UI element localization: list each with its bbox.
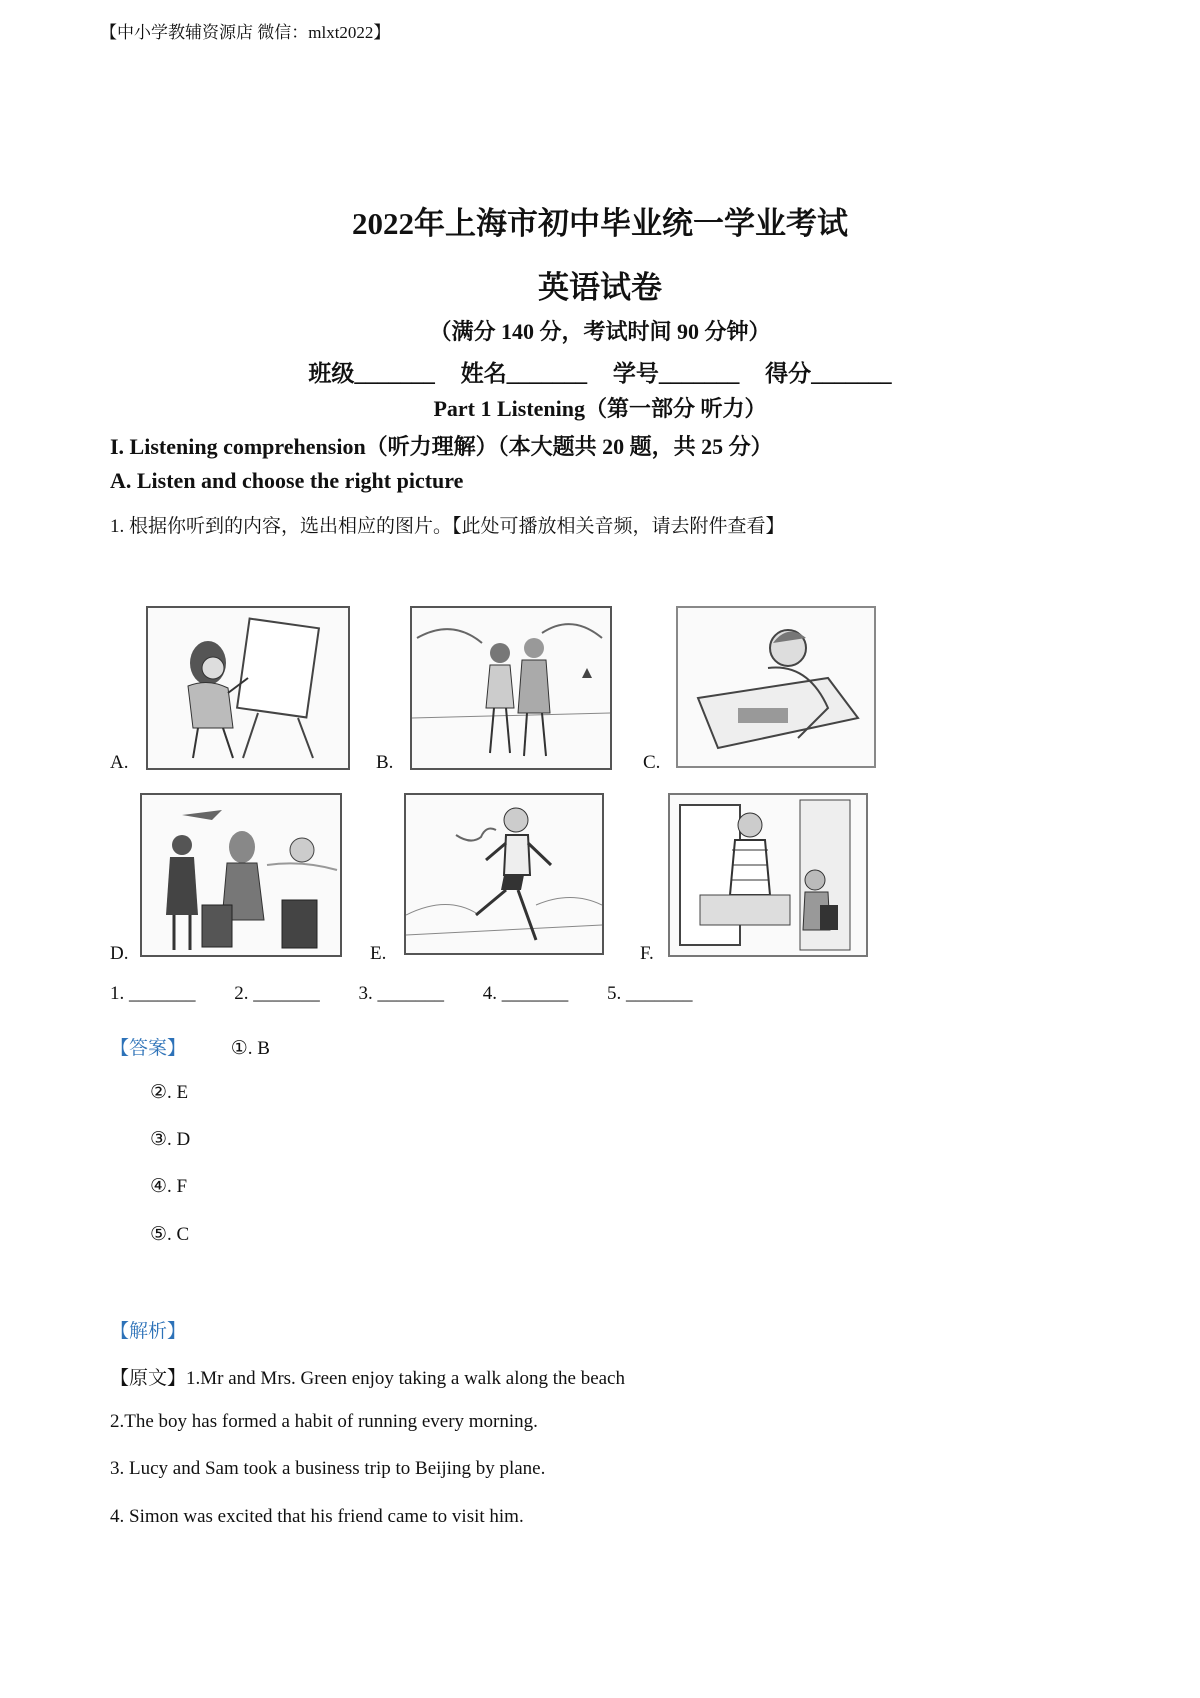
answer-4: ④. F bbox=[150, 1176, 188, 1197]
student-info-fields bbox=[0, 355, 1200, 388]
answer-2: ②. E bbox=[150, 1082, 189, 1103]
transcript-text-1: 1.Mr and Mrs. Green enjoy taking a walk along the beach bbox=[186, 1368, 625, 1389]
blank-1: 1. _______ bbox=[110, 983, 196, 1004]
picture-label-e: E. bbox=[370, 943, 387, 964]
exam-subtitle: 英语试卷 bbox=[538, 270, 662, 305]
couple-walking-icon bbox=[410, 606, 612, 770]
blank-5: 5. _______ bbox=[607, 983, 693, 1004]
answer-3: ③. D bbox=[150, 1129, 191, 1150]
analysis-tag: 【解析】 bbox=[110, 1321, 187, 1342]
girl-painting-icon bbox=[146, 606, 350, 770]
transcript-line-4: 4. Simon was excited that his friend came to visit him. bbox=[110, 1506, 524, 1527]
blank-4: 4. _______ bbox=[482, 983, 569, 1004]
page-header: 【中小学教辅资源店 微信：mlxt2022】 bbox=[100, 23, 391, 42]
picture-label-c: C. bbox=[643, 752, 661, 773]
part-heading: Part 1 Listening（第一部分 听力） bbox=[433, 396, 767, 421]
answer-tag: 【答案】 bbox=[110, 1038, 187, 1059]
friends-greeting-icon bbox=[676, 606, 876, 768]
travelers-with-luggage-icon bbox=[140, 793, 342, 957]
exam-info: （满分 140 分，考试时间 90 分钟） bbox=[429, 319, 771, 344]
answer-blanks bbox=[110, 983, 727, 1005]
student-id-field: 学号_______ bbox=[612, 361, 740, 386]
name-field: 姓名_______ bbox=[460, 361, 588, 386]
subsection-heading: A. Listen and choose the right picture bbox=[110, 468, 464, 493]
picture-label-a: A. bbox=[110, 752, 129, 773]
answer-1: ①. B bbox=[230, 1038, 270, 1059]
transcript-line-3: 3. Lucy and Sam took a business trip to Beijing by plane. bbox=[110, 1458, 546, 1479]
transcript-line-1 bbox=[110, 1363, 625, 1390]
section-heading: I. Listening comprehension（听力理解）（本大题共 20 题，共 25 分） bbox=[110, 434, 773, 459]
answer-5: ⑤. C bbox=[150, 1224, 190, 1245]
blank-3: 3. _______ bbox=[358, 983, 444, 1004]
class-field: 班级_______ bbox=[308, 361, 435, 386]
picture-label-f: F. bbox=[640, 943, 654, 964]
blank-2: 2. _______ bbox=[234, 983, 320, 1004]
question-1-text: 1. 根据你听到的内容，选出相应的图片。【此处可播放相关音频，请去附件查看】 bbox=[110, 516, 785, 537]
exam-title: 2022年上海市初中毕业统一学业考试 bbox=[352, 206, 848, 241]
visitor-at-door-icon bbox=[668, 793, 868, 957]
answer-row bbox=[110, 1033, 270, 1060]
transcript-line-2: 2.The boy has formed a habit of running every morning. bbox=[110, 1411, 538, 1432]
picture-label-b: B. bbox=[376, 752, 394, 773]
boy-running-icon bbox=[404, 793, 604, 955]
picture-label-d: D. bbox=[110, 943, 129, 964]
original-tag: 【原文】 bbox=[110, 1368, 187, 1389]
score-field: 得分_______ bbox=[765, 361, 892, 386]
